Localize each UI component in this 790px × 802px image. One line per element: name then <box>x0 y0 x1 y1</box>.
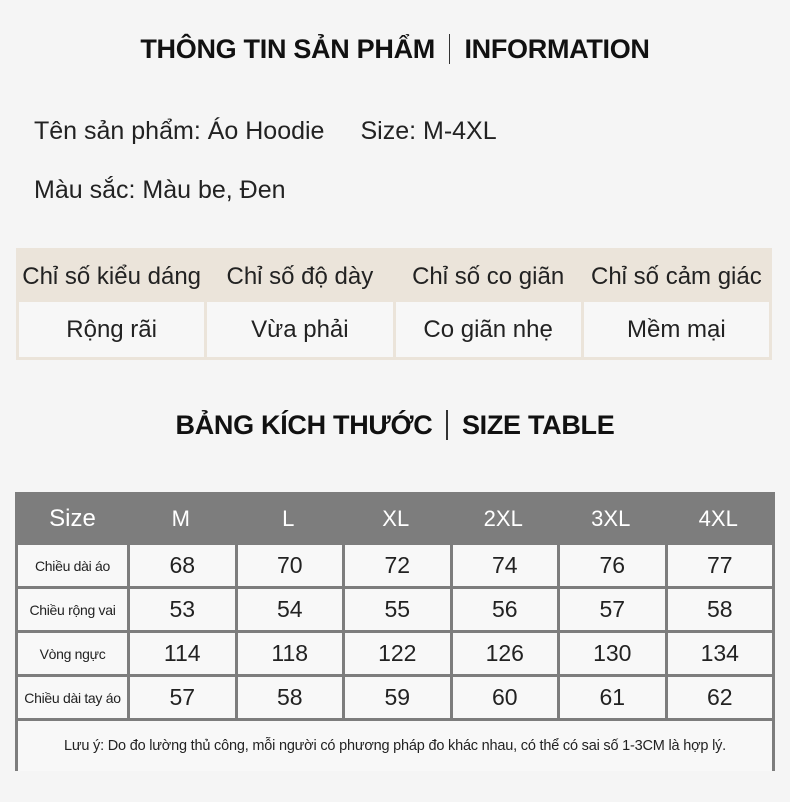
attr-value-stretch: Co giãn nhẹ <box>396 302 581 357</box>
table-cell: 77 <box>668 545 773 586</box>
attr-value-thickness: Vừa phải <box>207 302 392 357</box>
table-cell: 60 <box>453 677 558 718</box>
row-label-sleeve: Chiều dài tay áo <box>18 677 127 718</box>
table-cell: 122 <box>345 633 450 674</box>
size-col-xl: XL <box>382 505 410 531</box>
table-cell: 74 <box>453 545 558 586</box>
product-name: Tên sản phẩm: Áo Hoodie <box>34 117 325 145</box>
table-cell: 62 <box>668 677 773 718</box>
attr-header-style: Chỉ số kiểu dáng <box>22 262 202 290</box>
attr-value-style: Rộng rãi <box>19 302 204 357</box>
size-col-2xl: 2XL <box>483 505 523 531</box>
product-colors: Màu sắc: Màu be, Đen <box>34 176 286 204</box>
size-table <box>15 492 775 771</box>
size-heading <box>0 410 790 442</box>
row-label-chest: Vòng ngực <box>18 633 127 674</box>
size-table-header <box>18 492 772 545</box>
size-heading-vn: BẢNG KÍCH THƯỚC <box>175 410 433 440</box>
table-cell: 134 <box>668 633 773 674</box>
table-cell: 57 <box>130 677 235 718</box>
product-size-range: Size: M-4XL <box>360 117 497 145</box>
heading-divider <box>449 34 451 64</box>
heading-divider <box>446 410 448 440</box>
table-cell: 55 <box>345 589 450 630</box>
table-cell: 58 <box>668 589 773 630</box>
size-col-l: L <box>282 505 295 531</box>
info-heading <box>0 34 790 66</box>
size-col-3xl: 3XL <box>591 505 631 531</box>
product-color-line <box>34 176 286 205</box>
table-cell: 70 <box>238 545 343 586</box>
table-cell: 72 <box>345 545 450 586</box>
table-cell: 68 <box>130 545 235 586</box>
attr-value-feel: Mềm mại <box>584 302 769 357</box>
info-heading-en: INFORMATION <box>464 34 650 64</box>
table-cell: 61 <box>560 677 665 718</box>
size-col-4xl: 4XL <box>698 505 738 531</box>
attribute-table <box>16 248 772 360</box>
size-table-body <box>18 545 772 718</box>
table-cell: 126 <box>453 633 558 674</box>
row-label-shoulder: Chiều rộng vai <box>18 589 127 630</box>
table-cell: 118 <box>238 633 343 674</box>
attr-header-stretch: Chỉ số co giãn <box>412 262 565 290</box>
table-cell: 54 <box>238 589 343 630</box>
table-cell: 56 <box>453 589 558 630</box>
size-col-m: M <box>171 505 190 531</box>
table-cell: 114 <box>130 633 235 674</box>
size-heading-en: SIZE TABLE <box>461 410 615 440</box>
table-cell: 58 <box>238 677 343 718</box>
measurement-note: Lưu ý: Do đo lường thủ công, mỗi người có phương pháp đo khác nhau, có thể có sai số 1-3CM là hợp lý. <box>18 721 772 771</box>
table-cell: 57 <box>560 589 665 630</box>
table-cell: 53 <box>130 589 235 630</box>
attr-header-feel: Chỉ số cảm giác <box>591 262 762 290</box>
attr-header-thickness: Chỉ số độ dày <box>226 262 374 290</box>
table-cell: 130 <box>560 633 665 674</box>
table-cell: 76 <box>560 545 665 586</box>
size-column-label: Size <box>49 504 96 532</box>
product-info-line <box>34 117 497 146</box>
info-heading-vn: THÔNG TIN SẢN PHẨM <box>140 34 435 64</box>
table-cell: 59 <box>345 677 450 718</box>
row-label-length: Chiều dài áo <box>18 545 127 586</box>
